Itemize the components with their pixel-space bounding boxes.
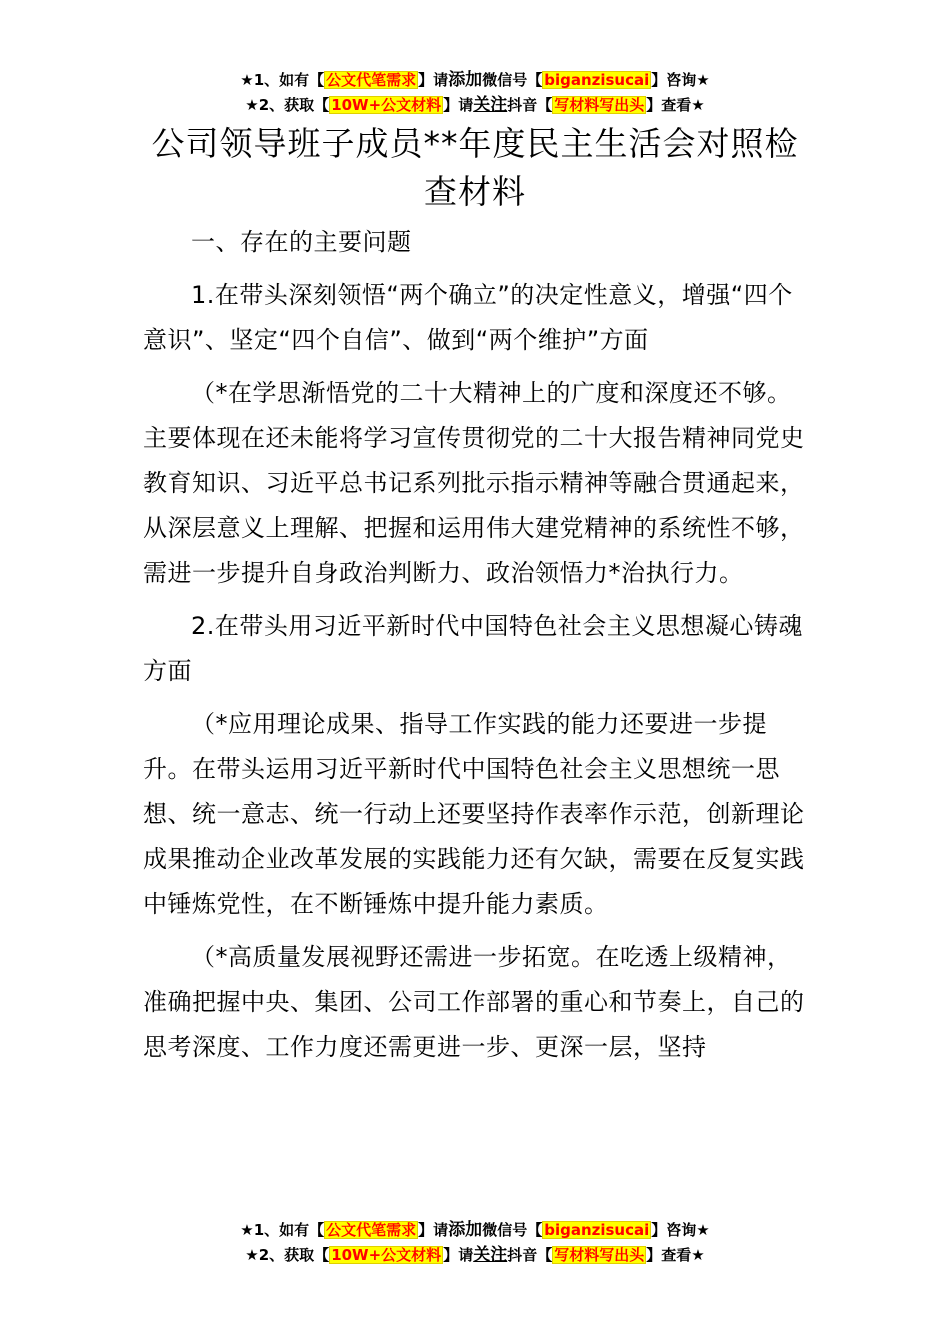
footer-notice-line-1	[0, 1220, 950, 1240]
notice-text: ★2、获取【	[245, 96, 330, 114]
notice-text: 】查看★	[646, 96, 705, 114]
notice-text: ★1、如有【	[240, 71, 325, 89]
highlight-ghostwriting: 公文代笔需求	[326, 71, 417, 89]
notice-text: 】请	[418, 1221, 449, 1239]
highlight-douyin-account: 写材料写出头	[554, 1246, 645, 1264]
footer-notice-line-2	[0, 1245, 950, 1265]
highlight-wechat-id: biganzisucai	[544, 1221, 650, 1239]
notice-text: 微信号【	[482, 1221, 543, 1239]
notice-text: 抖音【	[507, 1246, 553, 1264]
notice-emphasis: 添加	[448, 1220, 483, 1240]
subsection-heading: 2.在带头用习近平新时代中国特色社会主义思想凝心铸魂方面	[143, 612, 803, 685]
notice-text: 】咨询★	[651, 1221, 710, 1239]
notice-text: 微信号【	[482, 71, 543, 89]
highlight-wechat-id: biganzisucai	[544, 71, 650, 89]
section-heading: 一、存在的主要问题	[191, 228, 412, 256]
notice-emphasis: 关注	[473, 1245, 508, 1265]
highlight-douyin-account: 写材料写出头	[554, 96, 645, 114]
notice-text: 抖音【	[507, 96, 553, 114]
notice-text: 】请	[418, 71, 449, 89]
highlight-materials: 10W+公文材料	[331, 1246, 442, 1264]
notice-emphasis: 添加	[448, 70, 483, 90]
notice-emphasis: 关注	[473, 95, 508, 115]
notice-text: 】请	[443, 1246, 474, 1264]
subsection-heading: 1.在带头深刻领悟“两个确立”的决定性意义，增强“四个意识”、坚定“四个自信”、做到“两个维护”方面	[143, 281, 793, 354]
document-body	[143, 220, 811, 1078]
highlight-materials: 10W+公文材料	[331, 96, 442, 114]
notice-text: ★2、获取【	[245, 1246, 330, 1264]
body-paragraph: （*应用理论成果、指导工作实践的能力还要进一步提升。在带头运用习近平新时代中国特色社会主义思想统一思想、统一意志、统一行动上还要坚持作表率作示范，创新理论成果推动企业改革发展的实践能力还有欠缺，需要在反复实践中锤炼党性，在不断锤炼中提升能力素质。	[143, 710, 805, 918]
notice-text: 】查看★	[646, 1246, 705, 1264]
header-notice-line-1	[0, 70, 950, 90]
highlight-ghostwriting: 公文代笔需求	[326, 1221, 417, 1239]
notice-text: 】请	[443, 96, 474, 114]
document-title: 公司领导班子成员**年度民主生活会对照检查材料	[151, 124, 799, 211]
body-paragraph: （*高质量发展视野还需进一步拓宽。在吃透上级精神，准确把握中央、集团、公司工作部署的重心和节奏上，自己的思考深度、工作力度还需更进一步、更深一层，坚持	[143, 943, 805, 1061]
notice-text: ★1、如有【	[240, 1221, 325, 1239]
notice-text: 】咨询★	[651, 71, 710, 89]
header-notice-line-2	[0, 95, 950, 115]
body-paragraph: （*在学思渐悟党的二十大精神上的广度和深度还不够。主要体现在还未能将学习宣传贯彻党的二十大报告精神同党史教育知识、习近平总书记系列批示指示精神等融合贯通起来，从深层意义上理解、把握和运用伟大建党精神的系统性不够，需进一步提升自身政治判断力、政治领悟力*治执行力。	[143, 379, 805, 587]
